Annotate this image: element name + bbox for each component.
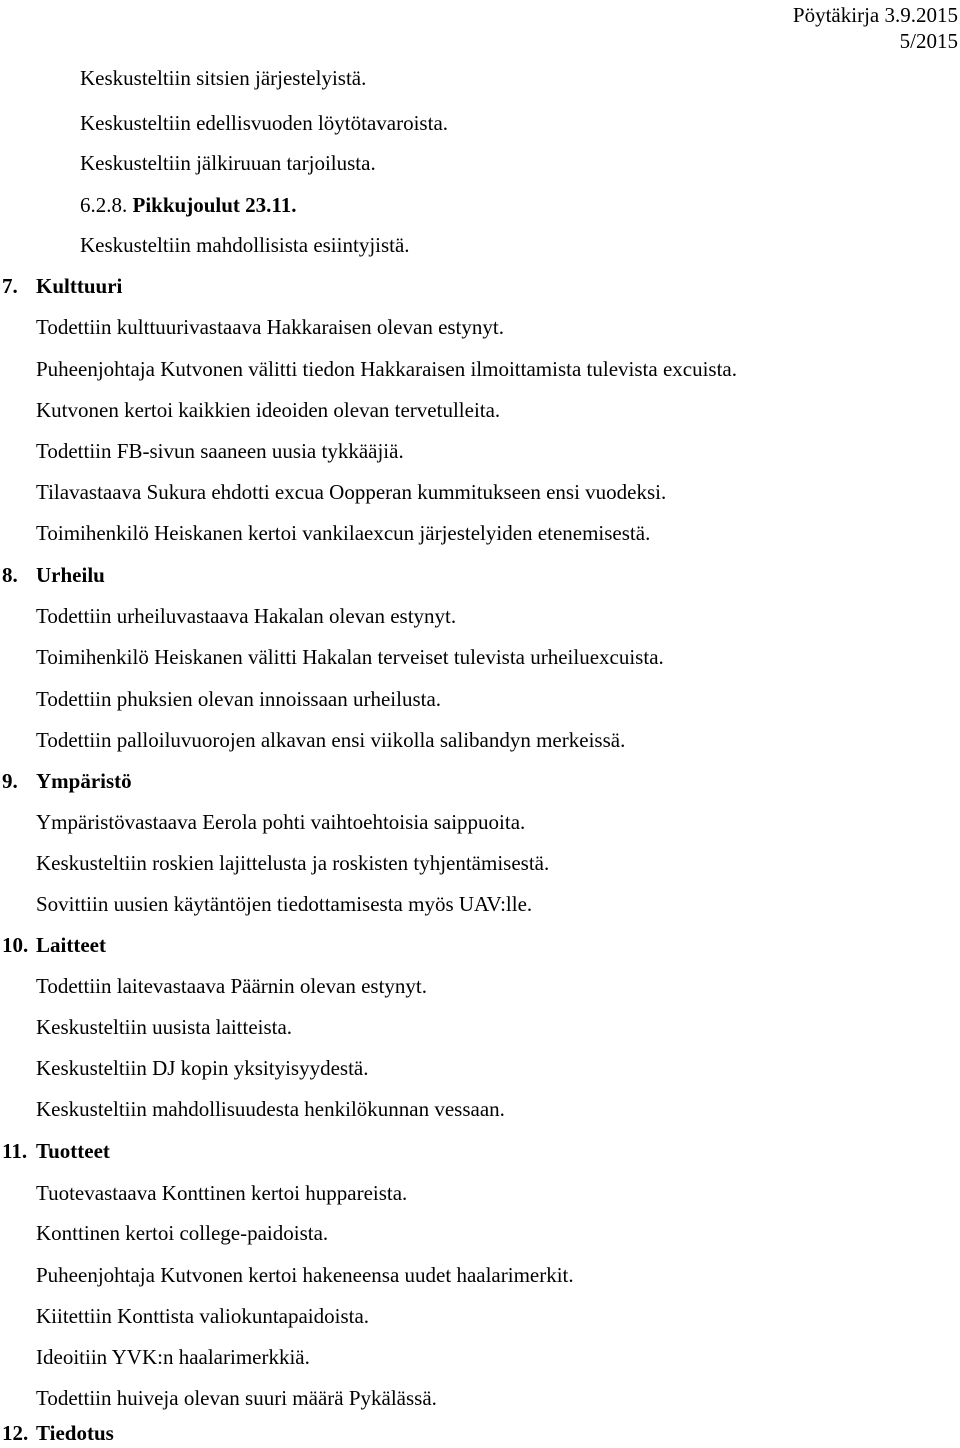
minutes-line: Kiitettiin Konttista valiokuntapaidoista.: [36, 1304, 370, 1328]
section-heading: [2, 562, 105, 588]
minutes-line: Kutvonen kertoi kaikkien ideoiden olevan tervetulleita.: [36, 398, 501, 422]
document-title: Pöytäkirja 3.9.2015: [792, 3, 958, 27]
minutes-line: Keskusteltiin DJ kopin yksityisyydestä.: [36, 1056, 369, 1080]
document-header: [793, 2, 958, 54]
section-number: 10.: [2, 933, 29, 957]
minutes-line: Puheenjohtaja Kutvonen kertoi hakeneensa uudet haalarimerkit.: [36, 1263, 574, 1287]
section-number: 7.: [2, 274, 18, 298]
section-title: Tiedotus: [36, 1421, 114, 1445]
minutes-line: Sovittiin uusien käytäntöjen tiedottamisesta myös UAV:lle.: [36, 892, 533, 916]
section-title: Urheilu: [36, 563, 105, 587]
minutes-line: Ideoitiin YVK:n haalarimerkkiä.: [36, 1345, 310, 1369]
minutes-line: Tilavastaava Sukura ehdotti excua Oopperan kummitukseen ensi vuodeksi.: [36, 480, 667, 504]
minutes-line: Keskusteltiin mahdollisuudesta henkilökunnan vessaan.: [36, 1097, 505, 1121]
minutes-line: Tuotevastaava Konttinen kertoi huppareista.: [36, 1181, 408, 1205]
section-number: 12.: [2, 1421, 29, 1445]
minutes-line: Todettiin huiveja olevan suuri määrä Pykälässä.: [36, 1386, 437, 1410]
subsection-heading: [80, 192, 296, 218]
minutes-line: Toimihenkilö Heiskanen välitti Hakalan terveiset tulevista urheiluexcuista.: [36, 645, 664, 669]
section-heading: [2, 932, 106, 958]
minutes-line: Todettiin phuksien olevan innoissaan urheilusta.: [36, 687, 442, 711]
minutes-line: Keskusteltiin uusista laitteista.: [36, 1015, 293, 1039]
minutes-line: Keskusteltiin mahdollisista esiintyjistä.: [80, 233, 410, 257]
subsection-number: 6.2.8.: [80, 193, 128, 217]
minutes-line: Ympäristövastaava Eerola pohti vaihtoehtoisia saippuoita.: [36, 810, 526, 834]
section-number: 9.: [2, 769, 18, 793]
minutes-line: Todettiin laitevastaava Päärnin olevan estynyt.: [36, 974, 427, 998]
document-number: 5/2015: [899, 29, 958, 53]
section-title: Tuotteet: [36, 1139, 110, 1163]
section-heading: [2, 1138, 110, 1164]
section-number: 11.: [2, 1139, 28, 1163]
section-title: Laitteet: [36, 933, 106, 957]
minutes-line: Keskusteltiin jälkiruuan tarjoilusta.: [80, 151, 376, 175]
section-heading: [2, 273, 122, 299]
minutes-line: Keskusteltiin edellisvuoden löytötavaroista.: [80, 111, 449, 135]
section-title: Kulttuuri: [36, 274, 123, 298]
minutes-line: Keskusteltiin sitsien järjestelyistä.: [80, 66, 367, 90]
minutes-line: Konttinen kertoi college-paidoista.: [36, 1221, 329, 1245]
minutes-line: Todettiin palloiluvuorojen alkavan ensi viikolla salibandyn merkeissä.: [36, 728, 626, 752]
minutes-line: Puheenjohtaja Kutvonen välitti tiedon Hakkaraisen ilmoittamista tulevista excuista.: [36, 357, 737, 381]
minutes-line: Todettiin kulttuurivastaava Hakkaraisen olevan estynyt.: [36, 315, 504, 339]
minutes-line: Todettiin FB-sivun saaneen uusia tykkääjiä.: [36, 439, 404, 463]
minutes-line: Keskusteltiin roskien lajittelusta ja roskisten tyhjentämisestä.: [36, 851, 550, 875]
section-heading: [2, 1420, 114, 1446]
section-heading: [2, 768, 132, 794]
section-title: Ympäristö: [36, 769, 132, 793]
minutes-line: Todettiin urheiluvastaava Hakalan olevan estynyt.: [36, 604, 457, 628]
section-number: 8.: [2, 563, 18, 587]
minutes-line: Toimihenkilö Heiskanen kertoi vankilaexcun järjestelyiden etenemisestä.: [36, 521, 651, 545]
subsection-title: Pikkujoulut 23.11.: [132, 193, 297, 217]
